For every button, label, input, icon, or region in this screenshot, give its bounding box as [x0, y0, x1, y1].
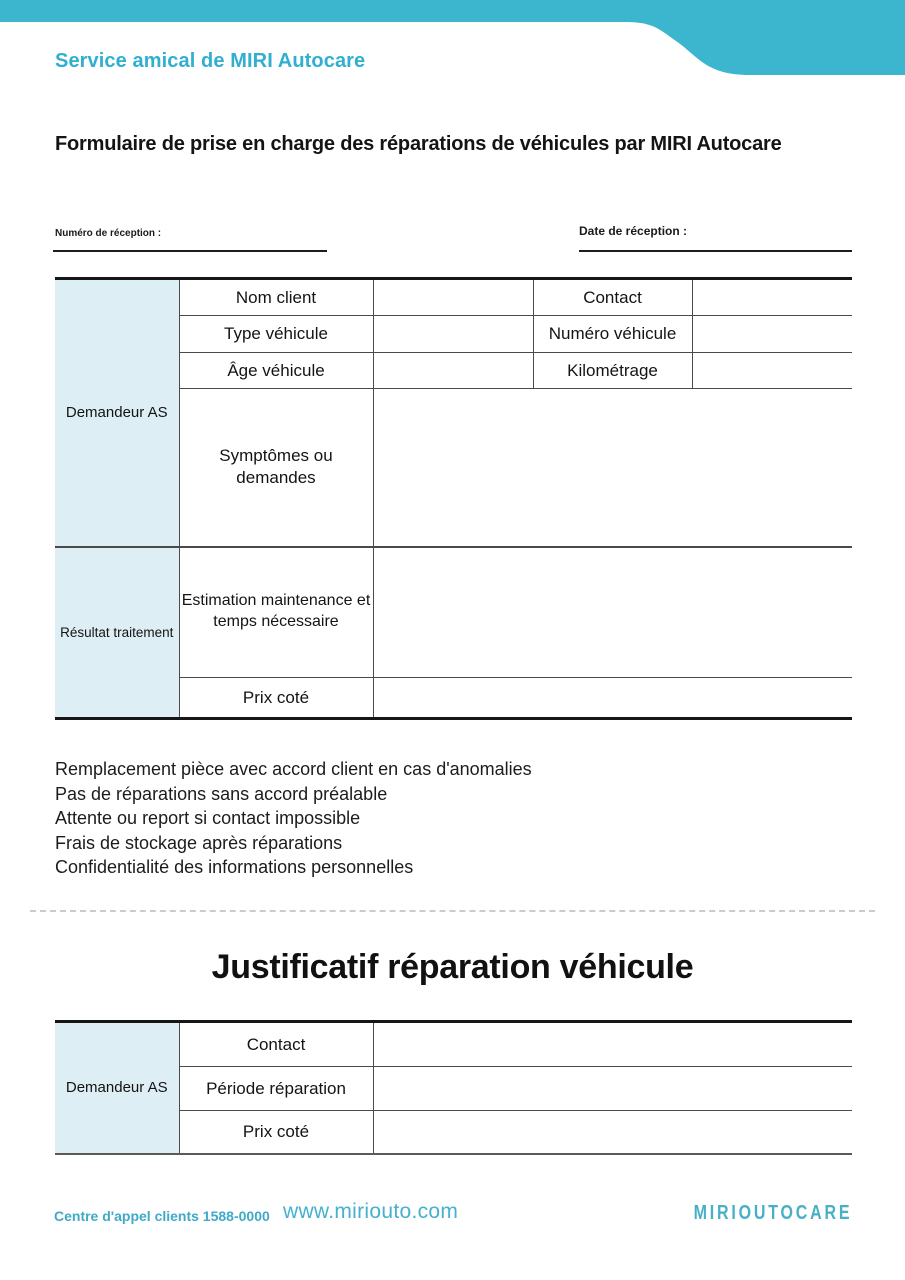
table-row [55, 547, 852, 678]
symptoms-label: Symptômes ou demandes [179, 389, 373, 547]
reception-number-label: Numéro de réception : [55, 228, 162, 239]
footer-call-center: Centre d'appel clients 1588-0000 [54, 1208, 270, 1224]
client-name-value-cell[interactable] [373, 279, 533, 316]
vehicle-type-value-cell[interactable] [373, 316, 533, 353]
vehicle-type-label: Type véhicule [179, 316, 373, 353]
reception-number-fill-line[interactable] [53, 250, 327, 252]
table-row [55, 1022, 852, 1067]
brand-tagline: Service amical de MIRI Autocare [55, 50, 366, 72]
receipt-quoted-price-label: Prix coté [179, 1111, 373, 1154]
estimation-label: Estimation maintenance et temps nécessaire [179, 547, 373, 678]
vehicle-number-label: Numéro véhicule [533, 316, 692, 353]
vehicle-age-value-cell[interactable] [373, 353, 533, 389]
repair-period-label: Période réparation [179, 1067, 373, 1111]
receipt-title: Justificatif réparation véhicule [211, 948, 694, 986]
dashed-divider [30, 910, 875, 912]
condition-item: Remplacement pièce avec accord client en cas d'anomalies [55, 759, 532, 779]
mileage-label: Kilométrage [533, 353, 692, 389]
receipt-table [55, 1020, 852, 1155]
footer-brand-logo: MIRIOUTOCARE [693, 1202, 852, 1224]
contact-value-cell[interactable] [692, 279, 852, 316]
form-title: Formulaire de prise en charge des réparations de véhicules par MIRI Autocare [55, 133, 782, 155]
footer-website-link[interactable]: www.miriouto.com [283, 1200, 459, 1223]
receipt-quoted-price-value-cell[interactable] [373, 1111, 852, 1154]
intake-table [55, 277, 852, 720]
client-name-label: Nom client [179, 279, 373, 316]
reception-date-label: Date de réception : [579, 224, 688, 238]
quoted-price-label: Prix coté [179, 678, 373, 719]
condition-item: Frais de stockage après réparations [55, 832, 343, 853]
vehicle-age-label: Âge véhicule [179, 353, 373, 389]
reception-date-fill-line[interactable] [579, 250, 852, 252]
receipt-section-header-demandeur-as: Demandeur AS [55, 1022, 179, 1154]
symptoms-value-cell[interactable] [373, 389, 852, 547]
receipt-contact-value-cell[interactable] [373, 1022, 852, 1067]
estimation-value-cell[interactable] [373, 547, 852, 678]
table-row [55, 279, 852, 316]
quoted-price-value-cell[interactable] [373, 678, 852, 719]
section-header-resultat-traitement: Résultat traitement [55, 547, 179, 719]
condition-item: Attente ou report si contact impossible [55, 808, 361, 829]
contact-label: Contact [533, 279, 692, 316]
conditions-list [55, 757, 532, 880]
receipt-contact-label: Contact [179, 1022, 373, 1067]
condition-item: Pas de réparations sans accord préalable [55, 783, 388, 804]
section-header-demandeur-as: Demandeur AS [55, 279, 179, 547]
condition-item: Confidentialité des informations personnelles [55, 857, 414, 878]
mileage-value-cell[interactable] [692, 353, 852, 389]
repair-period-value-cell[interactable] [373, 1067, 852, 1111]
vehicle-number-value-cell[interactable] [692, 316, 852, 353]
